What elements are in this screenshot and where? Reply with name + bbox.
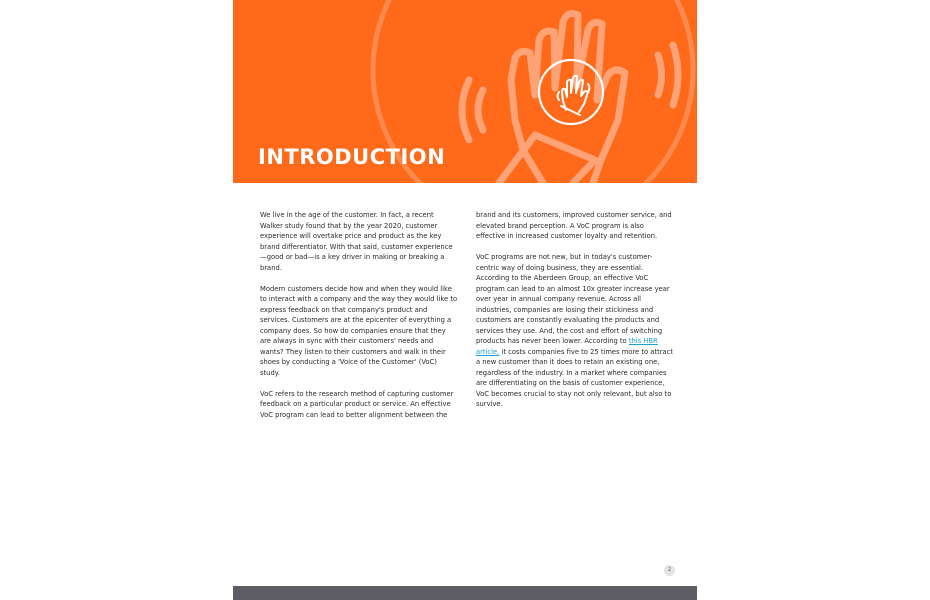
page-number: 2 bbox=[664, 565, 675, 576]
page-title: INTRODUCTION bbox=[258, 145, 446, 169]
footer-bar bbox=[233, 586, 697, 600]
paragraph-with-link bbox=[476, 252, 674, 410]
hbr-article-link[interactable]: this HBR article, bbox=[476, 337, 658, 356]
header-banner bbox=[233, 0, 697, 183]
document-page bbox=[233, 0, 697, 600]
paragraph-text: it costs companies five to 25 times more to attract a new customer than it does to retain an existing one, regardless of the industry. In a market where companies are differentiating on the basis of customer experience, VoC becomes crucial to stay not only relevant, but also to survive. bbox=[476, 347, 673, 408]
paragraph: We live in the age of the customer. In fact, a recent Walker study found that by the year 2020, customer experience will overtake price and product as the key brand differentiator. With that said, customer experience—good or bad—is a key driver in making or breaking a brand. bbox=[260, 211, 453, 272]
paragraph: VoC refers to the research method of capturing customer feedback on a particular product or service. An effective VoC program can lead to better alignment between the bbox=[260, 389, 454, 419]
body-column-right bbox=[476, 210, 674, 420]
paragraph-text: VoC programs are not new, but in today's customer-centric way of doing business, they are essential. According to the Aberdeen Group, an effective VoC program can lead to an almost 10x greater increase year over year in annual company revenue. Across all industries, companies are losing their stickiness and customers are constantly evaluating the products and services they use. And, the cost and effort of switching products has never been lower. According to bbox=[476, 253, 670, 345]
paragraph: Modern customers decide how and when they would like to interact with a company and the way they would like to express feedback on that company's product and services. Customers are at the epicenter of everything a company does. So how do companies ensure that they are always in sync with their customers' needs and wants? They listen to their customers and walk in their shoes by conducting a 'Voice of the Customer' (VoC) study. bbox=[260, 284, 458, 377]
hand-wave-icon bbox=[539, 60, 603, 124]
body-column-left bbox=[260, 210, 458, 431]
paragraph: brand and its customers, improved customer service, and elevated brand perception. A VoC program is also effective in increased customer loyalty and retention. bbox=[476, 211, 672, 240]
